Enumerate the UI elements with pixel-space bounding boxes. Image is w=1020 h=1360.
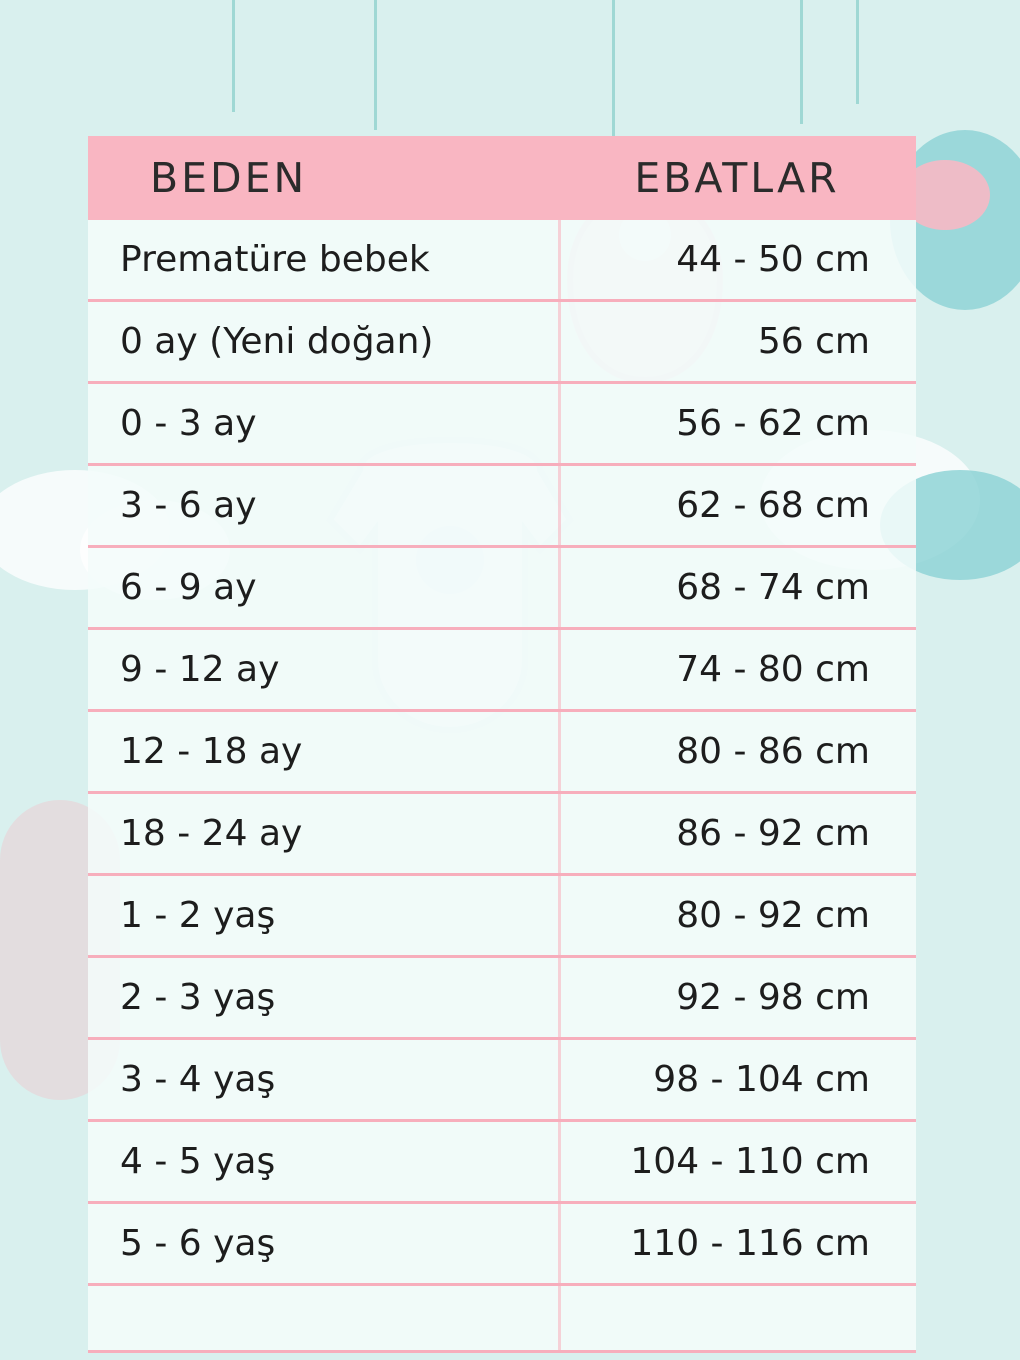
hanger-string: [800, 0, 803, 124]
header-measure: EBATLAR: [634, 154, 840, 202]
cell-measure: 92 - 98 cm: [676, 977, 870, 1018]
size-chart-card: [88, 136, 916, 1353]
cell-size: 2 - 3 yaş: [120, 977, 276, 1018]
table-row: [88, 548, 916, 630]
table-row: [88, 466, 916, 548]
table-row: [88, 1040, 916, 1122]
table-row: [88, 876, 916, 958]
cell-measure: 110 - 116 cm: [630, 1223, 870, 1264]
cell-measure: 62 - 68 cm: [676, 485, 870, 526]
cell-size: 3 - 4 yaş: [120, 1059, 276, 1100]
header-size: BEDEN: [150, 154, 308, 202]
table-row: [88, 712, 916, 794]
table-row: [88, 220, 916, 302]
cell-size: 12 - 18 ay: [120, 731, 303, 772]
cell-size: 6 - 9 ay: [120, 567, 257, 608]
cell-measure: 56 cm: [757, 321, 870, 362]
hanger-string: [232, 0, 235, 112]
table-row: [88, 1204, 916, 1286]
cell-size: Prematüre bebek: [120, 239, 430, 280]
cell-measure: 98 - 104 cm: [653, 1059, 870, 1100]
cell-measure: 104 - 110 cm: [630, 1141, 870, 1182]
cell-measure: 80 - 86 cm: [676, 731, 870, 772]
table-header-row: [88, 136, 916, 220]
table-row: [88, 302, 916, 384]
table-row: [88, 1122, 916, 1204]
cell-size: 9 - 12 ay: [120, 649, 280, 690]
hanger-string: [856, 0, 859, 104]
cell-size: 18 - 24 ay: [120, 813, 303, 854]
hanger-string: [374, 0, 377, 130]
table-row: [88, 794, 916, 876]
cell-size: 3 - 6 ay: [120, 485, 257, 526]
table-footer-spacer: [88, 1286, 916, 1353]
cell-size: 5 - 6 yaş: [120, 1223, 276, 1264]
cell-measure: 68 - 74 cm: [676, 567, 870, 608]
cell-measure: 44 - 50 cm: [676, 239, 870, 280]
cell-measure: 74 - 80 cm: [676, 649, 870, 690]
cell-measure: 56 - 62 cm: [676, 403, 870, 444]
cell-size: 0 ay (Yeni doğan): [120, 321, 434, 362]
cell-measure: 80 - 92 cm: [676, 895, 870, 936]
cell-size: 4 - 5 yaş: [120, 1141, 276, 1182]
table-row: [88, 384, 916, 466]
table-row: [88, 630, 916, 712]
cell-size: 0 - 3 ay: [120, 403, 257, 444]
cell-size: 1 - 2 yaş: [120, 895, 276, 936]
table-row: [88, 958, 916, 1040]
hanger-string: [612, 0, 615, 138]
cell-measure: 86 - 92 cm: [676, 813, 870, 854]
